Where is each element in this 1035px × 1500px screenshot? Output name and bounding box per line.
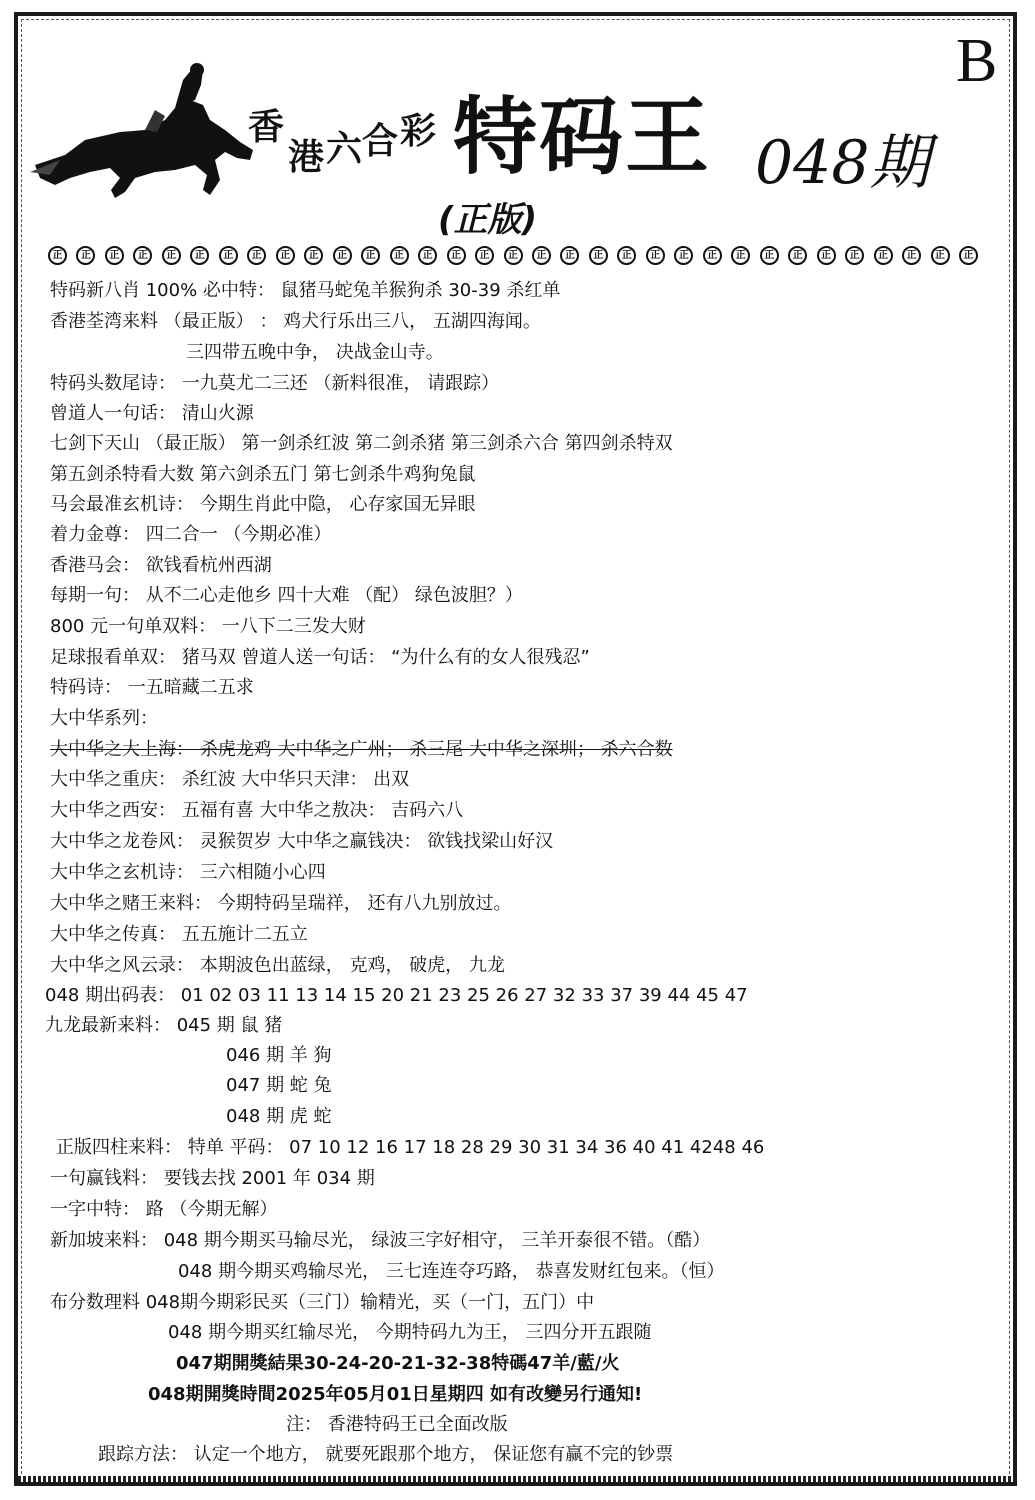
text-line: 曾道人一句话： 清山火源 <box>50 403 254 424</box>
text-line: 800 元一句单双料： 一八下二三发大财 <box>50 616 366 637</box>
title-char-3: 六 <box>326 129 363 170</box>
text-line: 注： 香港特码王已全面改版 <box>286 1414 508 1435</box>
text-line: 一字中特： 路 （今期无解） <box>50 1199 278 1220</box>
zheng-badge-icon: 正 <box>190 246 209 265</box>
zheng-badge-icon: 正 <box>133 246 152 265</box>
text-line: 三四带五晚中争， 决战金山寺。 <box>186 342 444 363</box>
zheng-badge-icon: 正 <box>447 246 466 265</box>
text-line: 第五剑杀特看大数 第六剑杀五门 第七剑杀牛鸡狗兔鼠 <box>50 464 476 485</box>
text-line: 香港马会： 欲钱看杭州西湖 <box>50 555 272 576</box>
text-line: 特码新八肖 100% 必中特： 鼠猪马蛇兔羊猴狗杀 30-39 杀红单 <box>50 280 561 301</box>
zheng-badge-icon: 正 <box>219 246 238 265</box>
text-line: 一句赢钱料： 要钱去找 2001 年 034 期 <box>50 1168 375 1189</box>
zheng-badge-icon: 正 <box>475 246 494 265</box>
zheng-badge-icon: 正 <box>589 246 608 265</box>
zheng-badge-icon: 正 <box>333 246 352 265</box>
text-line: 九龙最新来料： 045 期 鼠 猪 <box>45 1015 283 1036</box>
zheng-badge-icon: 正 <box>76 246 95 265</box>
zheng-badge-icon: 正 <box>731 246 750 265</box>
edition-label: (正版) <box>438 200 538 240</box>
zheng-badge-icon: 正 <box>845 246 864 265</box>
text-line: 布分数理料 048期今期彩民买（三门）输精光，买（一门，五门）中 <box>50 1292 595 1313</box>
text-line: 足球报看单双： 猪马双 曾道人送一句话： “为什么有的女人很残忍” <box>50 647 590 668</box>
zheng-badge-icon: 正 <box>105 246 124 265</box>
text-line: 大中华之赌王来料： 今期特码呈瑞祥， 还有八九别放过。 <box>50 893 512 914</box>
text-line: 大中华之重庆： 杀红波 大中华只天津： 出双 <box>50 769 410 790</box>
page-title: 特码王 <box>453 88 712 186</box>
text-line: 大中华系列： <box>50 708 158 729</box>
zheng-badge-icon: 正 <box>560 246 579 265</box>
bottom-border <box>18 1476 1014 1482</box>
zheng-badge-icon: 正 <box>760 246 779 265</box>
zheng-badge-icon: 正 <box>788 246 807 265</box>
zheng-badge-icon: 正 <box>504 246 523 265</box>
text-line: 048期開獎時間2025年05月01日星期四 如有改變另行通知! <box>148 1384 643 1405</box>
title-char-1: 香 <box>248 107 285 148</box>
text-line: 正版四柱来料： 特单 平码： 07 10 12 16 17 18 28 29 30 31 34 36 40 41 4248 46 <box>56 1137 765 1158</box>
zheng-badge-icon: 正 <box>247 246 266 265</box>
text-line: 大中华之龙卷风： 灵猴贺岁 大中华之赢钱决： 欲钱找梁山好汉 <box>50 831 554 852</box>
text-line: 大中华之风云录： 本期波色出蓝绿， 克鸡， 破虎， 九龙 <box>50 955 505 976</box>
text-line: 新加坡来料： 048 期今期买马输尽光， 绿波三字好相守， 三羊开泰很不错。（酷） <box>50 1230 711 1251</box>
text-line: 大中华之西安： 五福有喜 大中华之敖决： 吉码六八 <box>50 800 464 821</box>
text-line: 048 期今期买鸡输尽光， 三七连连夺巧路， 恭喜发财红包来。（恒） <box>178 1261 725 1282</box>
title-char-5: 彩 <box>400 111 437 152</box>
zheng-badge-icon: 正 <box>276 246 295 265</box>
text-line: 香港荃湾来料 （最正版） ： 鸡犬行乐出三八， 五湖四海闻。 <box>50 311 541 332</box>
zheng-badge-icon: 正 <box>162 246 181 265</box>
title-char-2: 港 <box>288 137 325 178</box>
text-line: 跟踪方法： 认定一个地方， 就要死跟那个地方， 保证您有赢不完的钞票 <box>98 1444 674 1465</box>
text-line: 048 期今期买红输尽光， 今期特码九为王， 三四分开五跟随 <box>168 1322 652 1343</box>
zheng-badge-icon: 正 <box>617 246 636 265</box>
text-line: 特码头数尾诗： 一九莫尤二三还 （新料很准， 请跟踪） <box>50 373 500 394</box>
text-line: 马会最准玄机诗： 今期生肖此中隐， 心存家国无异眼 <box>50 494 476 515</box>
zheng-badge-icon: 正 <box>931 246 950 265</box>
zheng-badge-icon: 正 <box>674 246 693 265</box>
zheng-badge-icon: 正 <box>817 246 836 265</box>
zheng-badge-icon: 正 <box>703 246 722 265</box>
text-line: 着力金尊： 四二合一 （今期必准） <box>50 524 332 545</box>
zheng-badge-icon: 正 <box>390 246 409 265</box>
text-line: 特码诗： 一五暗藏二五求 <box>50 677 254 698</box>
text-line: 047 期 蛇 兔 <box>226 1075 332 1096</box>
zheng-badge-icon: 正 <box>959 246 978 265</box>
text-line: 046 期 羊 狗 <box>226 1045 332 1066</box>
zheng-badge-icon: 正 <box>874 246 893 265</box>
text-line-struck: 大中华之大上海： 杀虎龙鸡 大中华之广州； 杀三尾 大中华之深圳； 杀六合数 <box>50 739 673 760</box>
zheng-badge-icon: 正 <box>361 246 380 265</box>
text-line: 047期開獎結果30-24-20-21-32-38特碼47羊/藍/火 <box>176 1353 620 1374</box>
zheng-badge-icon: 正 <box>48 246 67 265</box>
text-line: 大中华之传真： 五五施计二五立 <box>50 924 308 945</box>
text-line: 七剑下天山 （最正版） 第一剑杀红波 第二剑杀猪 第三剑杀六合 第四剑杀特双 <box>50 433 673 454</box>
text-line: 每期一句： 从不二心走他乡 四十大难 （配） 绿色波胆？） <box>50 585 523 606</box>
zheng-badge-icon: 正 <box>902 246 921 265</box>
corner-letter: B <box>956 27 998 95</box>
zheng-badge-icon: 正 <box>532 246 551 265</box>
text-line: 048 期出码表： 01 02 03 11 13 14 15 20 21 23 25 26 27 32 33 37 39 44 45 47 <box>45 985 748 1006</box>
issue-number: 048期 <box>755 128 930 198</box>
text-line: 048 期 虎 蛇 <box>226 1106 332 1127</box>
text-line: 大中华之玄机诗： 三六相随小心四 <box>50 862 326 883</box>
zheng-badge-icon: 正 <box>418 246 437 265</box>
zheng-badge-icon: 正 <box>304 246 323 265</box>
title-char-4: 合 <box>362 121 399 162</box>
zheng-badge-icon: 正 <box>646 246 665 265</box>
